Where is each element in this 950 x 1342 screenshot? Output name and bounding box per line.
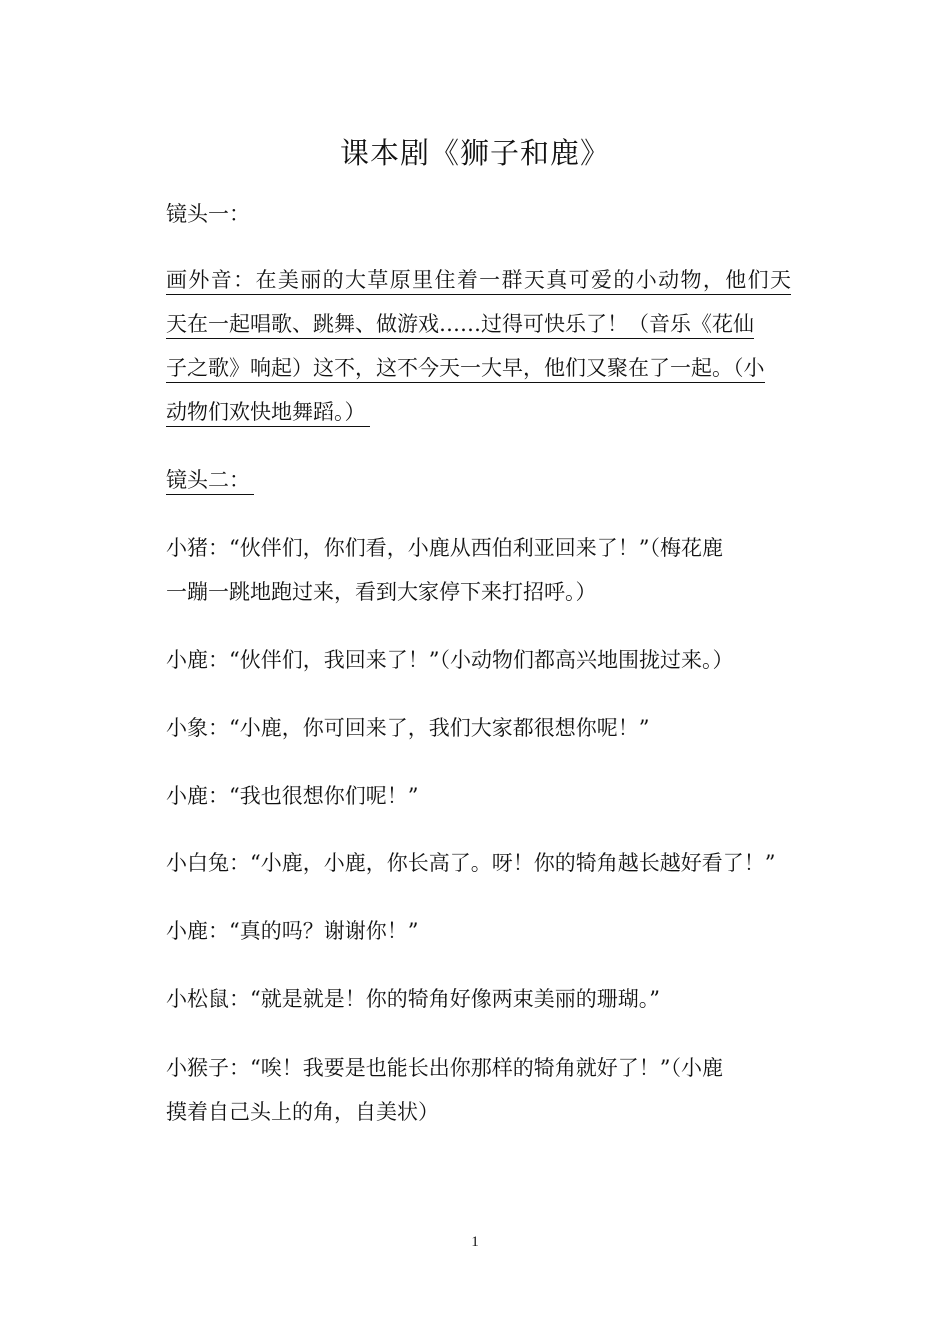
dialogue-line: 小松鼠：“就是就是！你的犄角好像两束美丽的珊瑚。” (166, 987, 660, 1011)
dialogue-paragraph (166, 774, 791, 818)
dialogue-line: 小猴子：“唉！我要是也能长出你那样的犄角就好了！”（小鹿 (166, 1056, 723, 1080)
voiceover-paragraph (166, 258, 791, 434)
voiceover-line: 画外音：在美丽的大草原里住着一群天真可爱的小动物，他们天 (166, 268, 791, 295)
dialogue-line: 小鹿：“伙伴们，我回来了！”（小动物们都高兴地围拢过来。） (166, 648, 734, 672)
dialogue-line: 一蹦一跳地跑过来，看到大家停下来打招呼。） (166, 580, 597, 604)
dialogue-line: 摸着自己头上的角，自美状） (166, 1100, 439, 1124)
voiceover-line: 动物们欢快地舞蹈。） (166, 400, 370, 427)
dialogue-paragraph (166, 909, 791, 953)
dialogue-line: 小鹿：“我也很想你们呢！” (166, 784, 419, 808)
dialogue-paragraph (166, 977, 791, 1021)
dialogue-paragraph (166, 638, 791, 682)
dialogue-line: 小鹿：“真的吗？谢谢你！” (166, 919, 419, 943)
dialogue-line: 小猪：“伙伴们，你们看，小鹿从西伯利亚回来了！”（梅花鹿 (166, 536, 723, 560)
dialogue-paragraph (166, 526, 791, 614)
dialogue-paragraph (166, 1046, 791, 1134)
page-number: 1 (471, 1234, 479, 1250)
dialogue-line: 小白兔：“小鹿，小鹿，你长高了。呀！你的犄角越长越好看了！” (166, 851, 776, 875)
dialogue-line: 小象：“小鹿，你可回来了，我们大家都很想你呢！” (166, 716, 650, 740)
scene-two-heading: 镜头二： (166, 458, 791, 502)
dialogue-paragraph (166, 706, 791, 750)
scene-one-heading: 镜头一： (166, 202, 250, 226)
voiceover-line: 子之歌》响起）这不，这不今天一大早，他们又聚在了一起。（小 (166, 356, 765, 383)
dialogue-paragraph (166, 841, 791, 885)
voiceover-line: 天在一起唱歌、跳舞、做游戏……过得可快乐了！（音乐《花仙 (166, 312, 754, 339)
document-title: 课本剧《狮子和鹿》 (339, 136, 610, 170)
